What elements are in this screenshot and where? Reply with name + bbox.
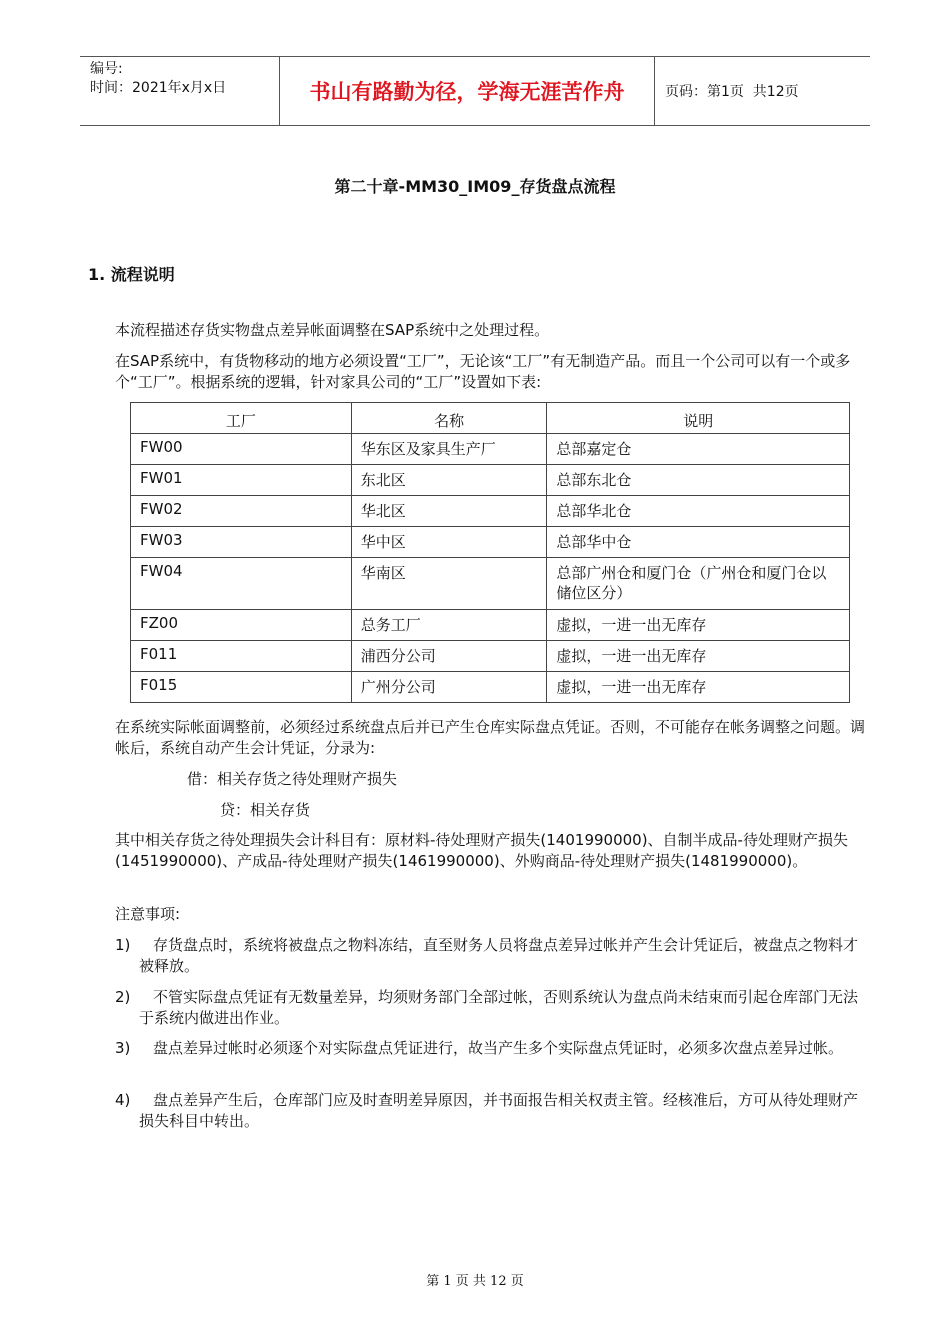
table-row — [131, 496, 850, 527]
plant-code: FW03 — [131, 527, 352, 558]
column-header-plant: 工厂 — [131, 403, 352, 434]
intro-paragraph: 本流程描述存货实物盘点差异帐面调整在SAP系统中之处理过程。 — [115, 321, 550, 339]
accounts-paragraph: 其中相关存货之待处理损失会计科目有：原材料-待处理财产损失(1401990000)、自制半成品-待处理财产损失(1451990000)、产成品-待处理财产损失(1461990000)、外购商品-待处理财产损失(1481990000)。 — [115, 831, 848, 870]
plant-code: F011 — [131, 641, 352, 672]
plant-description: 总部华北仓 — [547, 496, 850, 527]
page-footer: 第 1 页 共 12 页 — [426, 1274, 524, 1289]
document-date: 时间：2021年x月x日 — [90, 80, 227, 96]
plant-name: 总务工厂 — [351, 610, 547, 641]
plant-description: 总部广州仓和厦门仓（广州仓和厦门仓以储位区分） — [547, 558, 850, 610]
document-number-label: 编号: — [90, 61, 123, 77]
list-item — [115, 1038, 865, 1059]
plant-description: 总部东北仓 — [547, 465, 850, 496]
header-motto: 书山有路勤为径，学海无涯苦作舟 — [280, 57, 655, 125]
list-item-number: 4) — [115, 1091, 131, 1109]
plant-table — [130, 402, 850, 703]
plant-name: 东北区 — [351, 465, 547, 496]
column-header-name: 名称 — [351, 403, 547, 434]
plant-description: 虚拟，一进一出无库存 — [547, 672, 850, 703]
list-item-text: 存货盘点时，系统将被盘点之物料冻结，直至财务人员将盘点差异过帐并产生会计凭证后，被盘点之物料才被释放。 — [139, 936, 859, 975]
list-item — [115, 987, 865, 1029]
plant-code: FW01 — [131, 465, 352, 496]
plant-description: 总部嘉定仓 — [547, 434, 850, 465]
debit-entry: 借：相关存货之待处理财产损失 — [187, 770, 398, 788]
table-row — [131, 641, 850, 672]
document-title: 第二十章-MM30_IM09_存货盘点流程 — [334, 177, 616, 196]
list-item-number: 1) — [115, 936, 131, 954]
plant-code: FW02 — [131, 496, 352, 527]
list-item-text: 盘点差异过帐时必须逐个对实际盘点凭证进行，故当产生多个实际盘点凭证时，必须多次盘点差异过帐。 — [153, 1039, 844, 1057]
plant-name: 华中区 — [351, 527, 547, 558]
plant-code: FW00 — [131, 434, 352, 465]
table-row — [131, 527, 850, 558]
plant-description-paragraph: 在SAP系统中，有货物移动的地方必须设置“工厂”，无论该“工厂”有无制造产品。而且一个公司可以有一个或多个“工厂”。根据系统的逻辑，针对家具公司的“工厂”设置如下表: — [115, 352, 851, 391]
list-item — [115, 1090, 865, 1132]
header-page-info: 页码：第1页 共12页 — [665, 84, 799, 100]
list-item-number: 2) — [115, 988, 131, 1006]
notes-title: 注意事项: — [115, 905, 181, 923]
plant-name: 华南区 — [351, 558, 547, 610]
page-header — [80, 56, 870, 126]
section-heading: 1. 流程说明 — [88, 265, 175, 284]
table-row — [131, 610, 850, 641]
plant-name: 浦西分公司 — [351, 641, 547, 672]
plant-code: FZ00 — [131, 610, 352, 641]
list-item — [115, 935, 865, 977]
list-item-text: 不管实际盘点凭证有无数量差异，均须财务部门全部过帐，否则系统认为盘点尚未结束而引起仓库部门无法于系统内做进出作业。 — [139, 988, 859, 1027]
plant-name: 华北区 — [351, 496, 547, 527]
table-row — [131, 558, 850, 610]
adjustment-paragraph: 在系统实际帐面调整前，必须经过系统盘点后并已产生仓库实际盘点凭证。否则，不可能存在帐务调整之问题。调帐后，系统自动产生会计凭证，分录为: — [115, 718, 866, 757]
plant-name: 广州分公司 — [351, 672, 547, 703]
column-header-description: 说明 — [547, 403, 850, 434]
list-item-text: 盘点差异产生后，仓库部门应及时查明差异原因，并书面报告相关权责主管。经核准后，方可从待处理财产损失科目中转出。 — [139, 1091, 859, 1130]
header-meta — [80, 57, 280, 125]
plant-code: F015 — [131, 672, 352, 703]
plant-code: FW04 — [131, 558, 352, 610]
list-item-number: 3) — [115, 1039, 131, 1057]
table-header-row — [131, 403, 850, 434]
table-row — [131, 434, 850, 465]
plant-description: 总部华中仓 — [547, 527, 850, 558]
table-row — [131, 672, 850, 703]
table-row — [131, 465, 850, 496]
plant-description: 虚拟，一进一出无库存 — [547, 641, 850, 672]
plant-description: 虚拟，一进一出无库存 — [547, 610, 850, 641]
credit-entry: 贷：相关存货 — [220, 801, 311, 819]
plant-name: 华东区及家具生产厂 — [351, 434, 547, 465]
